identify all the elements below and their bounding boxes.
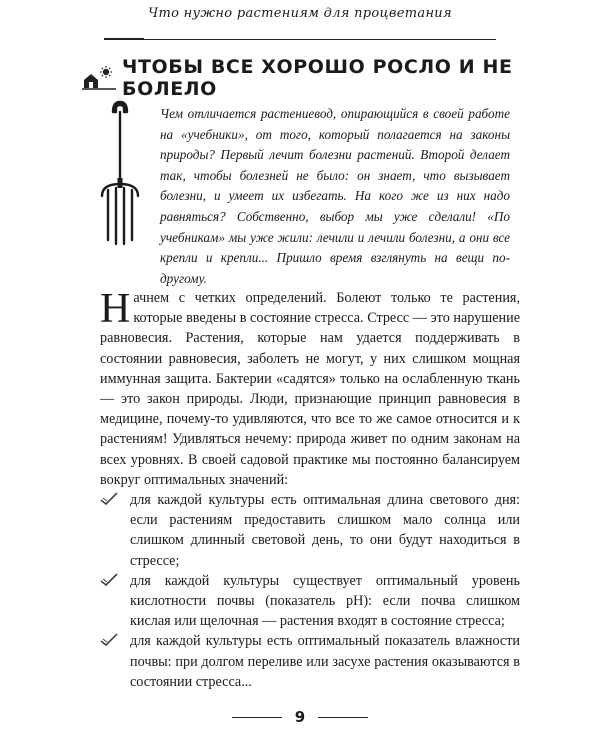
checkmark-icon: [100, 492, 118, 506]
sun-house-icon: [82, 66, 116, 90]
list-item: [100, 571, 520, 632]
footer-rule-left: [232, 717, 282, 718]
page-footer: [0, 705, 600, 729]
main-text: [100, 288, 520, 692]
running-head: [0, 0, 600, 48]
footer-rule-right: [318, 717, 368, 718]
bullet-text: для каждой культуры есть оптимальный показатель влажности почвы: при долгом переливе или засухе растения оказываются в состоянии стресса...: [130, 633, 520, 690]
running-head-title: Что нужно растениям для процветания: [148, 6, 452, 21]
page-number: 9: [294, 708, 306, 726]
checkmark-icon: [100, 633, 118, 647]
main-paragraph: ачнем с четких определений. Болеют только те растения, которые введены в состояние стресса. Стресс — это нарушение равновесия. Растения, которые нам удается поддерживать в состоянии равновесия, заболеть не могут, у них слишком мощная иммунная защита. Бактерии «садятся» только на ослабленную ткань — это закон природы. Люди, признающие принцип равновесия в медицине, почему-то удивляются, что все то же самое относится и к растениям! Удивляться нечему: природа живет по одним законам на всех уровнях. В своей садовой практике мы постоянно балансируем вокруг оптимальных значений:: [100, 290, 520, 488]
section-heading-text: ЧТОБЫ ВСЕ ХОРОШО РОСЛО И НЕ БОЛЕЛО: [122, 56, 513, 100]
running-head-underline: [104, 39, 496, 40]
bullet-text: для каждой культуры существует оптимальный уровень кислотности почвы (показатель pH): если почва слишком кислая или щелочная — растения входят в состояние стресса;: [130, 572, 520, 630]
bullet-text: для каждой культуры есть оптимальная длина светового дня: если растениям предоставить слишком мало солнца или слишком длинный световой день, то они будут находиться в стрессе;: [130, 492, 520, 569]
checkmark-icon: [100, 573, 118, 587]
drop-cap: Н: [100, 286, 131, 332]
pitchfork-icon: [96, 100, 144, 250]
bullet-list: [100, 490, 520, 692]
section-heading: [82, 56, 600, 100]
intro-text: Чем отличается растениевод, опирающийся в своей работе на «учебники», от того, который полагается на законы природы? Первый лечит болезни растений. Второй делает так, чтобы болезней не было: он знает, что вызывает болезни, и умеет их избегать. На кого же из них надо равняться? Собственно, выбор мы уже сделали! «По учебникам» мы уже жили: лечили и лечили болезни, а они все крепли и крепли... Пришло время взглянуть на вещи по-другому.: [160, 106, 510, 286]
list-item: [100, 490, 520, 571]
list-item: [100, 631, 520, 692]
